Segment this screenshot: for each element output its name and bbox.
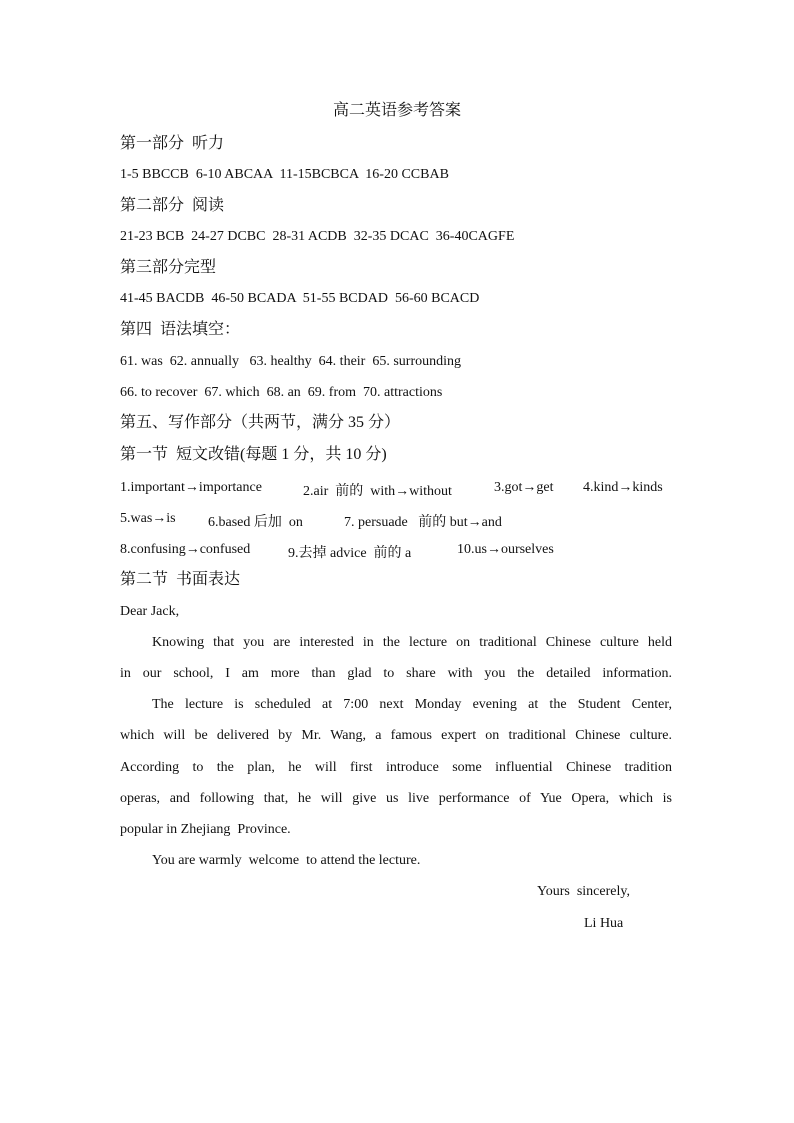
letter-signature: Li Hua xyxy=(584,916,624,931)
part5-heading: 第五、写作部分（共两节，满分 35 分） xyxy=(120,414,401,431)
letter-closing: Yours sincerely, xyxy=(537,884,630,899)
letter-paragraph-2-line-1: The lecture is scheduled at 7:00 next Monday evening at the Student Center, xyxy=(152,697,672,712)
page-title: 高二英语参考答案 xyxy=(332,102,461,119)
part4-heading: 第四 语法填空： xyxy=(120,321,241,338)
correction-item: 3.got→get xyxy=(494,480,554,495)
correction-item: 2.air 前的 with→without xyxy=(303,484,452,499)
correction-item: 9.去掉 advice 前的 a xyxy=(288,546,412,561)
part3-heading: 第三部分完型 xyxy=(120,259,217,276)
letter-paragraph-1-line-1: Knowing that you are interested in the lecture on traditional Chinese culture held xyxy=(152,635,672,650)
part1-answers: 1-5 BBCCB 6-10 ABCAA 11-15BCBCA 16-20 CCBAB xyxy=(120,167,449,182)
letter-paragraph-2-line-3: According to the plan, he will first introduce some influential Chinese tradition xyxy=(120,760,672,775)
model-letter xyxy=(120,600,672,920)
letter-paragraph-2-line-4: operas, and following that, he will give us live performance of Yue Opera, which is xyxy=(120,791,672,806)
part2-heading: 第二部分 阅读 xyxy=(120,197,225,214)
letter-paragraph-2-line-5: popular in Zhejiang Province. xyxy=(120,822,291,837)
part1-heading: 第一部分 听力 xyxy=(120,135,225,152)
part3-answers: 41-45 BACDB 46-50 BCADA 51-55 BCDAD 56-60 BCACD xyxy=(120,291,480,306)
correction-item: 4.kind→kinds xyxy=(583,480,663,495)
part4-answers-line-1: 61. was 62. annually 63. healthy 64. their 65. surrounding xyxy=(120,354,462,369)
section1-heading: 第一节 短文改错(每题 1 分，共 10 分) xyxy=(120,446,387,463)
letter-paragraph-3: You are warmly welcome to attend the lecture. xyxy=(152,853,421,868)
letter-salutation: Dear Jack, xyxy=(120,604,180,619)
part4-answers-line-2: 66. to recover 67. which 68. an 69. from 70. attractions xyxy=(120,385,443,400)
correction-item: 8.confusing→confused xyxy=(120,542,251,557)
correction-item: 10.us→ourselves xyxy=(457,542,554,557)
correction-item: 7. persuade 前的 but→and xyxy=(344,515,502,530)
correction-item: 5.was→is xyxy=(120,511,176,526)
correction-item: 6.based 后加 on xyxy=(208,515,303,530)
part2-answers: 21-23 BCB 24-27 DCBC 28-31 ACDB 32-35 DCAC 36-40CAGFE xyxy=(120,229,515,244)
section2-heading: 第二节 书面表达 xyxy=(120,571,241,588)
letter-paragraph-1-line-2: in our school, I am more than glad to share with you the detailed information. xyxy=(120,666,672,681)
letter-paragraph-2-line-2: which will be delivered by Mr. Wang, a famous expert on traditional Chinese culture. xyxy=(120,728,672,743)
correction-item: 1.important→importance xyxy=(120,480,262,495)
